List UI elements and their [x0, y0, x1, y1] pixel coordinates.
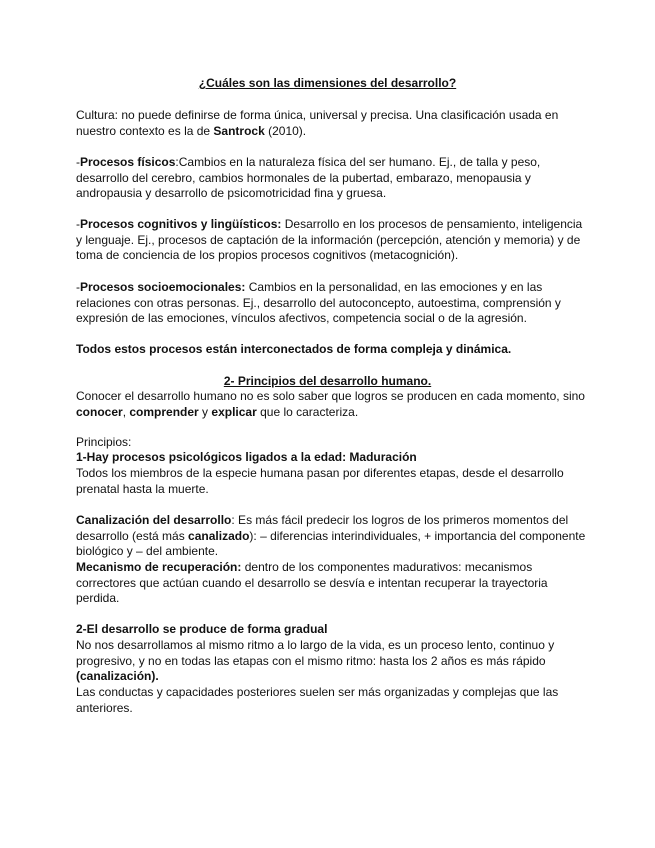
process-label: Procesos físicos: [80, 155, 176, 169]
canalization-bold: canalizado: [188, 528, 250, 543]
section2-text-end: que lo caracteriza.: [256, 404, 359, 419]
process-physical: [76, 155, 586, 202]
separator: y: [198, 404, 212, 419]
process-prefix: -: [76, 280, 80, 294]
process-prefix: -: [76, 217, 80, 231]
principle1-heading-text: 1-Hay procesos psicológicos ligados a la edad: Maduración: [76, 450, 417, 464]
principle2-body: No nos desarrollamos al mismo ritmo a lo largo de la vida, es un proceso lento, continuo y progresivo, y no en todas las etapas con el mismo ritmo: hasta los 2 años es más rápido: [76, 638, 555, 668]
canalization-text-end: ): – diferencias interindividuales, + importancia del componente biológico y – del ambiente.: [76, 528, 586, 558]
keyword-conocer: conocer: [76, 404, 123, 419]
intro-year: (2010).: [264, 123, 307, 138]
separator: ,: [122, 404, 130, 419]
process-prefix: -: [76, 155, 80, 169]
recovery-text: dentro de los componentes madurativos: mecanismos correctores que actúan cuando el desarrollo se desvía e intentan recuperar la trayectoria perdida.: [76, 560, 548, 605]
principle2-text: [76, 638, 586, 685]
process-socioemotional: [76, 280, 586, 327]
principle2-heading: [76, 622, 586, 638]
process-text: :Cambios en la naturaleza física del ser humano. Ej., de talla y peso, desarrollo del cerebro, cambios hormonales de la pubertad, embarazo, menopausia y andropausia y desarrollo de psicomotricidad fina y gruesa.: [76, 155, 541, 200]
principle2-text2: Las conductas y capacidades posteriores suelen ser más organizadas y complejas que las anteriores.: [76, 685, 559, 715]
canalization-text: : Es más fácil predecir los logros de los primeros momentos del desarrollo (está más: [76, 513, 569, 543]
section2-text: Conocer el desarrollo humano no es solo saber que logros se producen en cada momento, sino: [76, 389, 585, 403]
principle2-heading-text: 2-El desarrollo se produce de forma gradual: [76, 622, 328, 636]
principles-label: Principios:: [76, 435, 132, 449]
intro-text: Cultura: no puede definirse de forma única, universal y precisa. Una clasificación usada en nuestro contexto es la de: [76, 108, 559, 138]
page-title: ¿Cuáles son las dimensiones del desarrollo?: [198, 76, 457, 90]
process-cognitive: [76, 217, 586, 264]
recovery-paragraph: [76, 560, 586, 607]
canalization-paragraph: [76, 513, 586, 560]
process-text: Cambios en la personalidad, en las emociones y en las relaciones con otras personas. Ej., desarrollo del autoconcepto, autoestima, comprensión y expresión de las emociones, vínculos afectivos, competencia social o de la agresión.: [76, 280, 561, 325]
process-text: Desarrollo en los procesos de pensamiento, inteligencia y lenguaje. Ej., procesos de captación de la información (percepción, atención y memoria) y de toma de conciencia de los propios procesos cognitivos (metacognición).: [76, 217, 583, 262]
recovery-label: Mecanismo de recuperación:: [76, 560, 242, 574]
intro-paragraph: [76, 108, 586, 139]
process-label: Procesos socioemocionales:: [80, 280, 246, 294]
intro-author: Santrock: [213, 123, 265, 138]
conclusion-paragraph: [76, 342, 586, 358]
keyword-explicar: explicar: [211, 404, 257, 419]
principle1-text: Todos los miembros de la especie humana pasan por diferentes etapas, desde el desarrollo prenatal hasta la muerte.: [76, 466, 564, 496]
principle1-heading: [76, 450, 586, 466]
keyword-comprender: comprender: [129, 404, 199, 419]
conclusion-text: Todos estos procesos están interconectados de forma compleja y dinámica.: [76, 342, 512, 356]
process-label: Procesos cognitivos y lingüísticos:: [80, 217, 282, 231]
principle2-bold: (canalización).: [76, 669, 159, 683]
section2-title: 2- Principios del desarrollo humano.: [223, 374, 432, 388]
section2-intro: [76, 389, 586, 420]
canalization-label: Canalización del desarrollo: [76, 513, 232, 527]
